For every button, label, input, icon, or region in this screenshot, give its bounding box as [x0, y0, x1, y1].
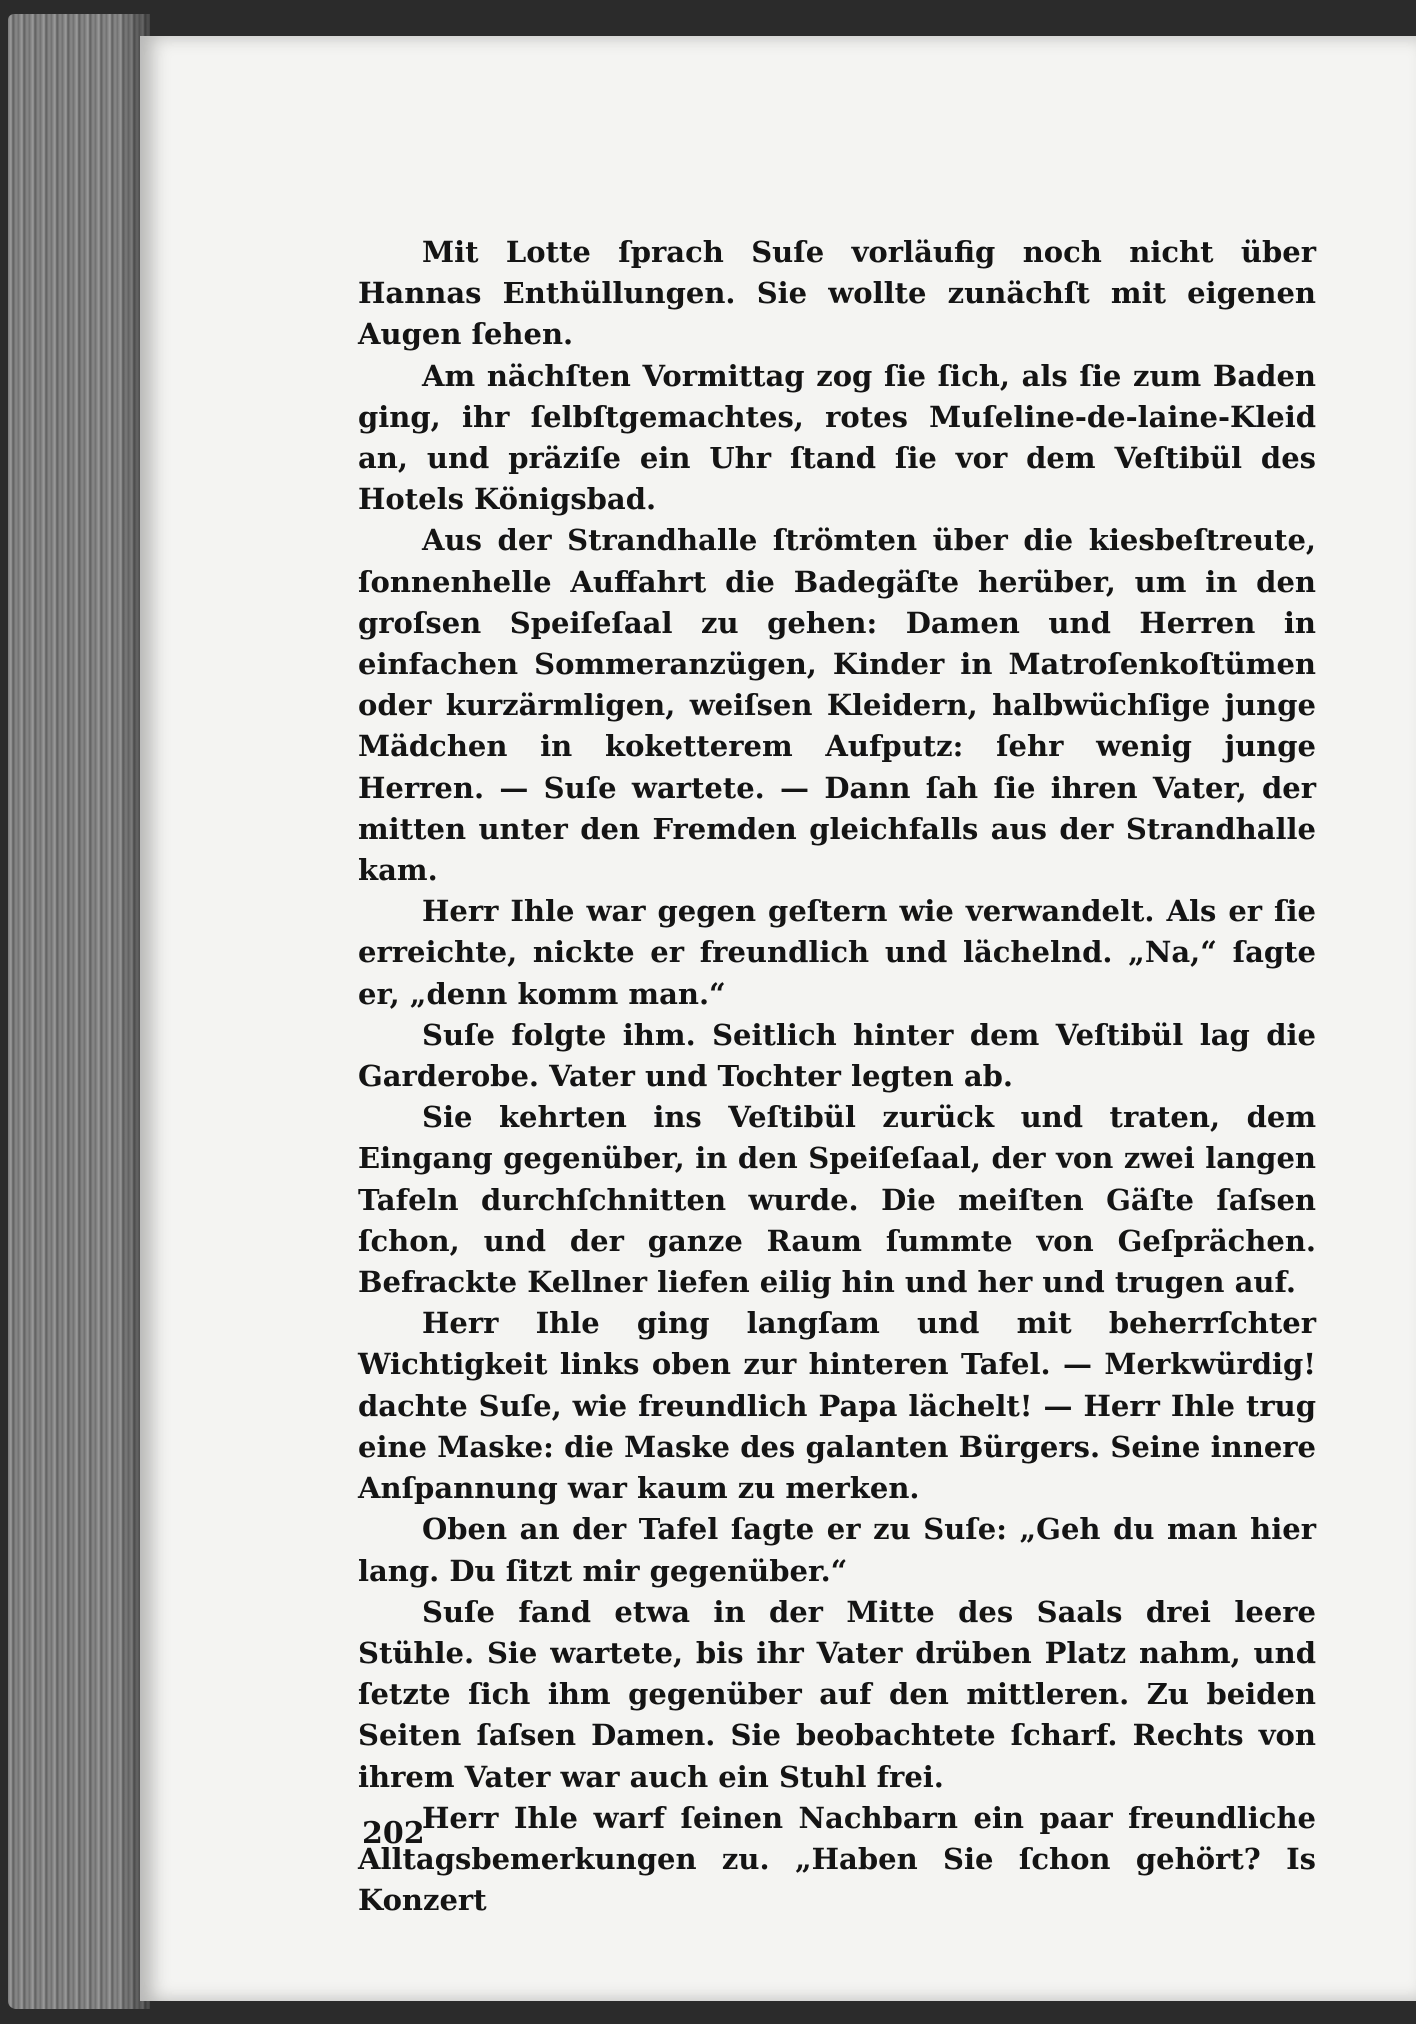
paragraph: Am nächſten Vormittag zog ſie ſich, als ſie zum Baden ging, ihr ſelbſtgemachtes, rotes Muſeline-de-laine-Kleid an, und präziſe ein Uhr ſtand ſie vor dem Veſtibül des Hotels Königsbad. [358, 358, 1316, 517]
paragraph: Herr Ihle ging langſam und mit beherrſchter Wichtigkeit links oben zur hinteren Tafel. — Merkwürdig! dachte Suſe, wie freundlich Papa lächelt! — Herr Ihle trug eine Maske: die Maske des galanten Bürgers. Seine innere Anſpannung war kaum zu merken. [358, 1306, 1316, 1506]
paragraph: Herr Ihle war gegen geſtern wie verwandelt. Als er ſie erreichte, nickte er freundlich und lächelnd. „Na,“ ſagte er, „denn komm man.“ [358, 894, 1316, 1011]
page-number: 202 [362, 1816, 425, 1851]
paragraph: Oben an der Tafel ſagte er zu Suſe: „Geh du man hier lang. Du ſitzt mir gegenüber.“ [358, 1512, 1316, 1588]
paragraph: Sie kehrten ins Veſtibül zurück und traten, dem Eingang gegenüber, in den Speiſeſaal, der von zwei langen Tafeln durchſchnitten wurde. Die meiſten Gäſte ſaſsen ſchon, und der ganze Raum ſummte von Geſprächen. Befrackte Kellner liefen eilig hin und her und trugen auf. [358, 1100, 1316, 1300]
body-text [358, 232, 1316, 1921]
paragraph: Herr Ihle warf ſeinen Nachbarn ein paar freundliche Alltagsbemerkungen zu. „Haben Sie ſchon gehört? Is Konzert [358, 1800, 1316, 1918]
paragraph: Mit Lotte ſprach Suſe vorläufig noch nicht über Hannas Enthüllungen. Sie wollte zunächſt mit eigenen Augen ſehen. [358, 235, 1316, 352]
paragraph: Suſe folgte ihm. Seitlich hinter dem Veſtibül lag die Garderobe. Vater und Tochter legten ab. [358, 1017, 1316, 1094]
paragraph: Suſe fand etwa in der Mitte des Saals drei leere Stühle. Sie wartete, bis ihr Vater drüben Platz nahm, und ſetzte ſich ihm gegenüber auf den mittleren. Zu beiden Seiten ſaſsen Damen. Sie beobachtete ſcharf. Rechts von ihrem Vater war auch ein Stuhl frei. [358, 1594, 1316, 1794]
paragraph: Aus der Strandhalle ſtrömten über die kiesbeſtreute, ſonnenhelle Auffahrt die Badegäſte herüber, um in den groſsen Speiſeſaal zu gehen: Damen und Herren in einfachen Sommeranzügen, Kinder in Matroſenkoſtümen oder kurzärmligen, weiſsen Kleidern, halbwüchſige junge Mädchen in koketterem Aufputz: ſehr wenig junge Herren. — Suſe wartete. — Dann ſah ſie ihren Vater, der mitten unter den Fremden gleichfalls aus der Strandhalle kam. [358, 523, 1316, 888]
